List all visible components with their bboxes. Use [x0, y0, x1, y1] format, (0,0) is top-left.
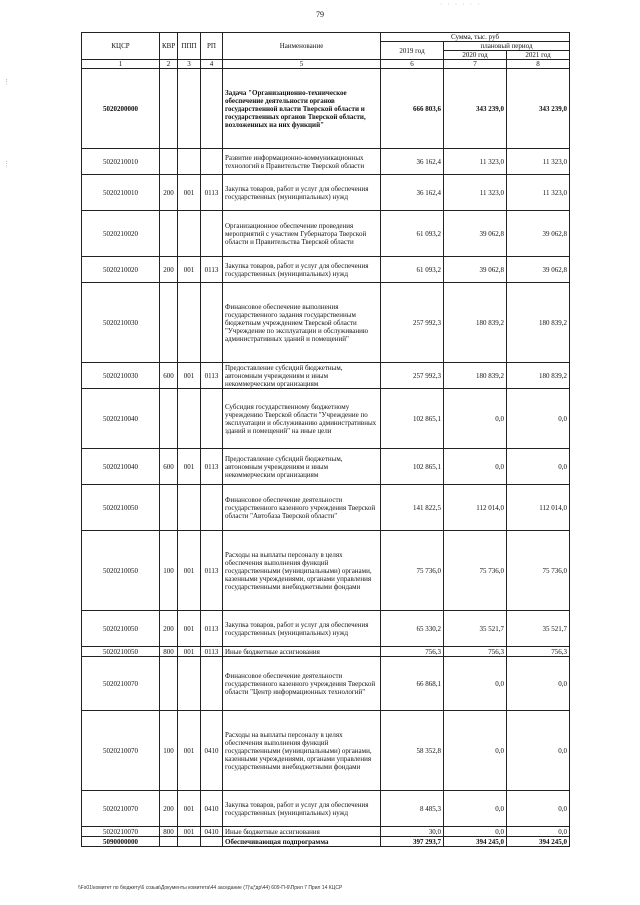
- cell-y2019: 75 736,0: [381, 531, 444, 611]
- cell-y2019: 102 865,1: [381, 389, 444, 449]
- cell-ppp: [178, 657, 201, 711]
- cell-ppp: [178, 283, 201, 363]
- cell-y2019: 666 803,6: [381, 69, 444, 149]
- cell-y2020: 343 239,0: [444, 69, 507, 149]
- table-row: [82, 791, 570, 827]
- cell-y2021: 180 839,2: [507, 283, 570, 363]
- cell-y2020: 0,0: [444, 389, 507, 449]
- cell-kvr: 200: [160, 175, 178, 211]
- cell-y2020: 394 245,0: [444, 837, 507, 847]
- cell-name: Иные бюджетные ассигнования: [223, 827, 381, 837]
- cell-y2020: 0,0: [444, 711, 507, 791]
- cell-y2020: 0,0: [444, 791, 507, 827]
- cell-y2019: 36 162,4: [381, 175, 444, 211]
- table-row: [82, 175, 570, 211]
- cell-kvr: 600: [160, 363, 178, 389]
- cell-name: Закупка товаров, работ и услуг для обеспечения государственных (муниципальных) нужд: [223, 611, 381, 647]
- cell-rp: [201, 283, 223, 363]
- col-number: 6: [381, 60, 444, 69]
- cell-kvr: [160, 69, 178, 149]
- cell-kcsr: 5020210050: [82, 611, 160, 647]
- cell-ppp: 001: [178, 363, 201, 389]
- header-kcsr: КЦСР: [82, 33, 160, 60]
- cell-kcsr: 5020210010: [82, 175, 160, 211]
- cell-kvr: 100: [160, 531, 178, 611]
- cell-y2019: 257 992,3: [381, 363, 444, 389]
- cell-rp: [201, 69, 223, 149]
- cell-kcsr: 5020210020: [82, 257, 160, 283]
- cell-ppp: [178, 69, 201, 149]
- cell-y2021: 75 736,0: [507, 531, 570, 611]
- cell-name: Финансовое обеспечение деятельности государственного казенного учреждения Тверской области "Центр информационных технологий": [223, 657, 381, 711]
- cell-y2021: 343 239,0: [507, 69, 570, 149]
- table-row: [82, 257, 570, 283]
- cell-y2021: 0,0: [507, 389, 570, 449]
- cell-y2021: 0,0: [507, 449, 570, 485]
- cell-y2021: 394 245,0: [507, 837, 570, 847]
- cell-y2021: 180 839,2: [507, 363, 570, 389]
- cell-kvr: [160, 657, 178, 711]
- cell-name: Закупка товаров, работ и услуг для обеспечения государственных (муниципальных) нужд: [223, 175, 381, 211]
- table-row: [82, 149, 570, 175]
- cell-kcsr: 5020210070: [82, 711, 160, 791]
- cell-rp: 0410: [201, 827, 223, 837]
- cell-rp: [201, 837, 223, 847]
- header-ppp: ППП: [178, 33, 201, 60]
- cell-kvr: [160, 485, 178, 531]
- cell-ppp: 001: [178, 257, 201, 283]
- cell-rp: [201, 149, 223, 175]
- header-name: Наименование: [223, 33, 381, 60]
- cell-y2020: 11 323,0: [444, 175, 507, 211]
- cell-kvr: 800: [160, 827, 178, 837]
- cell-y2021: 0,0: [507, 791, 570, 827]
- cell-y2021: 0,0: [507, 657, 570, 711]
- col-number: 5: [223, 60, 381, 69]
- cell-name: Расходы на выплаты персоналу в целях обеспечения выполнения функций государственными (муниципальными) органами, казенными учреждениями, органами управления государственными внебюджетными фондами: [223, 531, 381, 611]
- cell-kcsr: 5020210040: [82, 389, 160, 449]
- cell-y2019: 8 485,3: [381, 791, 444, 827]
- cell-kvr: 100: [160, 711, 178, 791]
- col-number: 7: [444, 60, 507, 69]
- cell-y2021: 11 323,0: [507, 175, 570, 211]
- margin-mark: ⋮: [3, 78, 10, 86]
- file-path-footer: \\Fs01\комитет по бюджету\6 созыв\Документы комитета\44 заседание (7)\ц*др\44) 609-П-6\Прил 7 Прил 14 КЦСР: [78, 885, 343, 891]
- cell-kcsr: 5020210050: [82, 485, 160, 531]
- header-plan-period: плановый период: [444, 42, 570, 51]
- cell-name: Организационное обеспечение проведения мероприятий с участием Губернатора Тверской области и Правительства Тверской области: [223, 211, 381, 257]
- cell-y2021: 39 062,8: [507, 257, 570, 283]
- col-number: 4: [201, 60, 223, 69]
- cell-y2019: 36 162,4: [381, 149, 444, 175]
- cell-y2020: 39 062,8: [444, 211, 507, 257]
- col-number: 1: [82, 60, 160, 69]
- cell-ppp: 001: [178, 791, 201, 827]
- cell-rp: 0113: [201, 257, 223, 283]
- cell-kcsr: 5020210030: [82, 283, 160, 363]
- cell-name: Финансовое обеспечение выполнения государственного задания государственным бюджетным учреждением Тверской области "Учреждение по эксплуатации и обслуживанию административных зданий и помещений": [223, 283, 381, 363]
- table-row: [82, 283, 570, 363]
- cell-kcsr: 5020210010: [82, 149, 160, 175]
- cell-kvr: 200: [160, 791, 178, 827]
- cell-y2019: 141 822,5: [381, 485, 444, 531]
- table-row: [82, 363, 570, 389]
- cell-kvr: [160, 389, 178, 449]
- cell-kcsr: 5020210040: [82, 449, 160, 485]
- cell-kcsr: 5020210070: [82, 827, 160, 837]
- cell-name: Закупка товаров, работ и услуг для обеспечения государственных (муниципальных) нужд: [223, 257, 381, 283]
- cell-y2020: 180 839,2: [444, 363, 507, 389]
- cell-y2019: 61 093,2: [381, 257, 444, 283]
- table-row: [82, 69, 570, 149]
- header-kvr: КВР: [160, 33, 178, 60]
- cell-ppp: 001: [178, 711, 201, 791]
- cell-y2019: 756,3: [381, 647, 444, 657]
- cell-kvr: 200: [160, 611, 178, 647]
- cell-name: Предоставление субсидий бюджетным, автономным учреждениям и иным некоммерческим организациям: [223, 363, 381, 389]
- table-row: [82, 711, 570, 791]
- table-row: [82, 531, 570, 611]
- budget-table: [81, 32, 570, 847]
- cell-rp: [201, 657, 223, 711]
- table-row: [82, 611, 570, 647]
- table-row: [82, 827, 570, 837]
- col-number: 8: [507, 60, 570, 69]
- cell-kcsr: 5090000000: [82, 837, 160, 847]
- cell-ppp: [178, 149, 201, 175]
- cell-ppp: 001: [178, 827, 201, 837]
- cell-ppp: 001: [178, 531, 201, 611]
- cell-y2019: 397 293,7: [381, 837, 444, 847]
- cell-kvr: [160, 283, 178, 363]
- cell-kcsr: 5020210050: [82, 531, 160, 611]
- header-2020: 2020 год: [444, 51, 507, 60]
- cell-y2020: 0,0: [444, 657, 507, 711]
- cell-kcsr: 5020210070: [82, 791, 160, 827]
- header-2019: 2019 год: [381, 42, 444, 60]
- header-sum: Сумма, тыс. руб: [381, 33, 570, 42]
- cell-kcsr: 5020210020: [82, 211, 160, 257]
- table-row: [82, 485, 570, 531]
- cell-rp: 0113: [201, 647, 223, 657]
- cell-kvr: 800: [160, 647, 178, 657]
- cell-name: Обеспечивающая подпрограмма: [223, 837, 381, 847]
- cell-y2021: 11 323,0: [507, 149, 570, 175]
- cell-ppp: 001: [178, 611, 201, 647]
- cell-y2020: 75 736,0: [444, 531, 507, 611]
- cell-name: Расходы на выплаты персоналу в целях обеспечения выполнения функций государственными (муниципальными) органами, казенными учреждениями, органами управления государственными внебюджетными фондами: [223, 711, 381, 791]
- table-row: [82, 657, 570, 711]
- cell-rp: 0410: [201, 711, 223, 791]
- cell-kvr: 600: [160, 449, 178, 485]
- cell-y2020: 35 521,7: [444, 611, 507, 647]
- cell-kcsr: 5020200000: [82, 69, 160, 149]
- cell-y2021: 756,3: [507, 647, 570, 657]
- cell-rp: [201, 211, 223, 257]
- margin-mark: ⋮: [3, 160, 10, 168]
- col-number: 3: [178, 60, 201, 69]
- cell-rp: 0410: [201, 791, 223, 827]
- cell-ppp: 001: [178, 449, 201, 485]
- cell-y2019: 30,0: [381, 827, 444, 837]
- table-row: [82, 647, 570, 657]
- cell-name: Иные бюджетные ассигнования: [223, 647, 381, 657]
- cell-rp: 0113: [201, 449, 223, 485]
- table-row: [82, 389, 570, 449]
- cell-y2021: 0,0: [507, 827, 570, 837]
- cell-y2020: 0,0: [444, 449, 507, 485]
- cell-rp: 0113: [201, 175, 223, 211]
- cell-ppp: 001: [178, 175, 201, 211]
- cell-y2019: 257 992,3: [381, 283, 444, 363]
- cell-kcsr: 5020210050: [82, 647, 160, 657]
- cell-y2019: 65 330,2: [381, 611, 444, 647]
- cell-kvr: [160, 149, 178, 175]
- header-2021: 2021 год: [507, 51, 570, 60]
- cell-kvr: [160, 211, 178, 257]
- cell-kvr: 200: [160, 257, 178, 283]
- header-rp: РП: [201, 33, 223, 60]
- cell-rp: 0113: [201, 363, 223, 389]
- col-number: 2: [160, 60, 178, 69]
- cell-ppp: [178, 837, 201, 847]
- scan-mark: · · · · · ·: [440, 2, 482, 8]
- cell-rp: [201, 485, 223, 531]
- cell-name: Предоставление субсидий бюджетным, автономным учреждениям и иным некоммерческим организациям: [223, 449, 381, 485]
- cell-name: Закупка товаров, работ и услуг для обеспечения государственных (муниципальных) нужд: [223, 791, 381, 827]
- cell-y2020: 39 062,8: [444, 257, 507, 283]
- page-number: 79: [316, 10, 324, 19]
- cell-y2020: 0,0: [444, 827, 507, 837]
- cell-y2019: 102 865,1: [381, 449, 444, 485]
- cell-y2020: 11 323,0: [444, 149, 507, 175]
- cell-ppp: [178, 485, 201, 531]
- cell-name: Субсидия государственному бюджетному учреждению Тверской области "Учреждение по эксплуатации и обслуживанию административных зданий и помещений" на иные цели: [223, 389, 381, 449]
- cell-y2020: 180 839,2: [444, 283, 507, 363]
- cell-kvr: [160, 837, 178, 847]
- table-row: [82, 837, 570, 847]
- table-row: [82, 449, 570, 485]
- cell-y2020: 112 014,0: [444, 485, 507, 531]
- cell-y2021: 39 062,8: [507, 211, 570, 257]
- cell-y2021: 0,0: [507, 711, 570, 791]
- cell-kcsr: 5020210070: [82, 657, 160, 711]
- cell-y2021: 112 014,0: [507, 485, 570, 531]
- cell-y2019: 61 093,2: [381, 211, 444, 257]
- cell-name: Развитие информационно-коммуникационных технологий в Правительстве Тверской области: [223, 149, 381, 175]
- cell-kcsr: 5020210030: [82, 363, 160, 389]
- cell-y2019: 66 868,1: [381, 657, 444, 711]
- cell-rp: [201, 389, 223, 449]
- table-row: [82, 211, 570, 257]
- cell-y2020: 756,3: [444, 647, 507, 657]
- cell-y2021: 35 521,7: [507, 611, 570, 647]
- cell-ppp: [178, 211, 201, 257]
- cell-ppp: [178, 389, 201, 449]
- cell-y2019: 58 352,8: [381, 711, 444, 791]
- cell-name: Финансовое обеспечение деятельности государственного казенного учреждения Тверской области "Автобаза Тверской области": [223, 485, 381, 531]
- cell-ppp: 001: [178, 647, 201, 657]
- cell-name: Задача "Организационно-техническое обеспечение деятельности органов государственной власти Тверской области и государственных органов Тверской области, возложенных на них функций": [223, 69, 381, 149]
- cell-rp: 0113: [201, 611, 223, 647]
- cell-rp: 0113: [201, 531, 223, 611]
